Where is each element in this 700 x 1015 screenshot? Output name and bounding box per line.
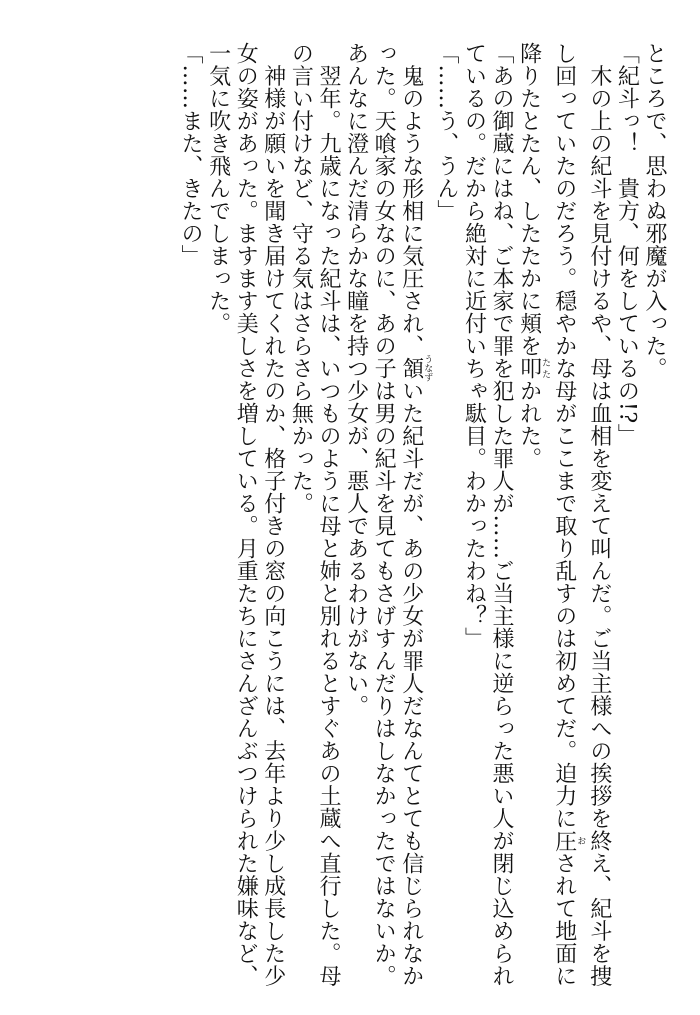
furigana-reading: たた [540, 357, 551, 380]
furigana-base: 圧 [551, 829, 577, 852]
text-line: 女の姿があった。ますます美しさを増している。月重たちにさんざんぶつけられた嫌味など、 [233, 42, 259, 987]
text-line: 「あの御蔵にはね、ご本家で罪を犯した罪人が……ご当主様に逆らった悪い人が閉じ込められ [489, 42, 515, 987]
text-line: 「……また、きたの」 [178, 42, 203, 267]
text-line: の言い付けなど、守る気はさらさら無かった。 [288, 42, 314, 515]
text-line: ているの。だから絶対に近付いちゃ駄目。わかったわね？」 [461, 42, 487, 650]
line-segment: 頬 [516, 312, 542, 335]
text-line: ところで、思わぬ邪魔が入った。 [642, 42, 667, 380]
text-line: あんなに澄んだ清らかな瞳を持つ少女が、悪人であるわけがない。 [343, 42, 369, 717]
text-line: った。天喰家の女なのに、あの子は男の紀斗を見てもさげすんだりはしなかったではないか。 [371, 42, 397, 987]
furigana [516, 357, 551, 380]
text-line: 翌年。九歳になった紀斗は、いつものように母と姉と別れるとすぐあの土蔵へ直行した。母 [315, 42, 341, 987]
furigana [551, 829, 586, 853]
text-line [550, 42, 586, 987]
furigana [398, 354, 433, 382]
text-line [515, 42, 550, 982]
text-line: 「……う、うん」 [433, 42, 459, 222]
furigana-base: 頷 [398, 354, 424, 382]
line-segment: 鬼のような形相に気圧され、 [398, 42, 424, 357]
line-segment: し回っていたのだろう。穏やかな母がここまで取り乱すのは初めてだ。迫力に [551, 42, 577, 830]
line-segment: を [516, 334, 542, 357]
text-line: 「紀斗っ！ 貴方、何をしているの!?」 [614, 42, 640, 447]
text-line: 一気に吹き飛んでしまった。 [205, 42, 231, 335]
line-segment: されて地面に [551, 852, 577, 987]
vertical-text-body [176, 42, 668, 987]
furigana-reading: うなず [422, 354, 433, 382]
furigana-reading: お [575, 829, 586, 852]
text-line: 木の上の紀斗を見付けるや、母は血相を変えて叫んだ。ご当主様への挨拶を終え、紀斗を捜 [586, 42, 612, 987]
line-segment: いた紀斗だが、あの少女が罪人だなんてとても信じられなか [398, 379, 424, 987]
text-line [397, 42, 433, 987]
text-line: 神様が願いを聞き届けてくれたのか、格子付きの窓の向こうには、去年より少し成長した少 [260, 42, 286, 987]
line-segment: 降りたとたん、したたかに [516, 42, 542, 312]
line-segment: かれた。 [516, 379, 542, 470]
furigana-base: 叩 [516, 357, 542, 380]
